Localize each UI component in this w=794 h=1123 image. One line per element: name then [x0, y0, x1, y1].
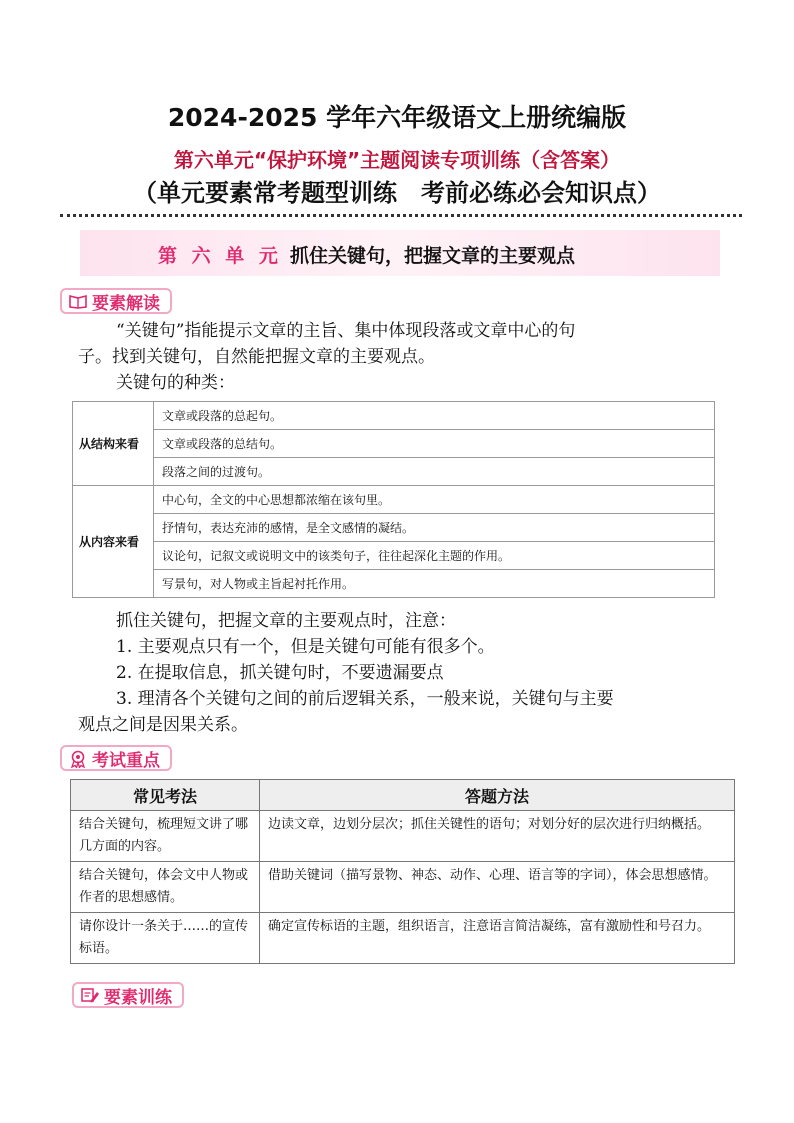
section-tag-label: 要素训练 — [104, 987, 172, 1008]
note-1: 1. 主要观点只有一个，但是关键句可能有很多个。 — [116, 637, 495, 657]
table-cell: 写景句，对人物或主旨起衬托作用。 — [154, 570, 715, 598]
pencil-note-icon — [80, 987, 100, 1003]
table-cell: 边读文章，边划分层次；抓住关键性的语句；对划分好的层次进行归纳概括。 — [260, 811, 735, 862]
table-cell: 结合关键句，梳理短文讲了哪几方面的内容。 — [71, 811, 260, 862]
note-2: 2. 在提取信息，抓关键句时，不要遗漏要点 — [116, 663, 444, 683]
document-subtitle: 第六单元“保护环境”主题阅读专项训练（含答案） — [173, 148, 621, 172]
key-sentence-types-table — [72, 401, 715, 598]
table-row — [73, 570, 715, 598]
section-tag-practice — [72, 982, 184, 1008]
unit-banner — [80, 230, 720, 276]
table-row — [73, 542, 715, 570]
table-row — [73, 486, 715, 514]
table-cell: 请你设计一条关于……的宣传标语。 — [71, 913, 260, 964]
table-row — [73, 430, 715, 458]
note-3-line-2: 观点之间是因果关系。 — [78, 715, 248, 735]
table-row — [73, 514, 715, 542]
section-tag-interpretation — [60, 288, 172, 314]
column-header: 常见考法 — [71, 780, 260, 811]
table-cell: 抒情句，表达充沛的感情，是全文感情的凝结。 — [154, 514, 715, 542]
table-cell: 文章或段落的总起句。 — [154, 402, 715, 430]
table-cell: 段落之间的过渡句。 — [154, 458, 715, 486]
ribbon-icon — [68, 750, 88, 766]
definition-line-1: “关键句”指能提示文章的主旨、集中体现段落或文章中心的句 — [116, 321, 576, 341]
dotted-divider — [60, 214, 742, 217]
section-tag-label: 考试重点 — [92, 750, 160, 771]
section-tag-exam-focus — [60, 745, 172, 771]
unit-topic: 抓住关键句，把握文章的主要观点 — [290, 245, 576, 267]
notes-intro: 抓住关键句，把握文章的主要观点时，注意： — [116, 611, 456, 631]
category-structure: 从结构来看 — [73, 402, 154, 486]
table-row — [73, 402, 715, 430]
table-row — [71, 913, 735, 964]
note-3-line-1: 3. 理清各个关键句之间的前后逻辑关系，一般来说，关键句与主要 — [116, 689, 614, 709]
table-header-row — [71, 780, 735, 811]
table-row — [73, 458, 715, 486]
types-heading: 关键句的种类： — [116, 373, 235, 393]
document-title: 2024-2025 学年六年级语文上册统编版 — [167, 103, 627, 132]
unit-label: 第 六 单 元 — [158, 245, 282, 267]
table-cell: 确定宣传标语的主题，组织语言，注意语言简洁凝练，富有激励性和号召力。 — [260, 913, 735, 964]
table-cell: 借助关键词（描写景物、神态、动作、心理、语言等的字词），体会思想感情。 — [260, 862, 735, 913]
table-cell: 议论句，记叙文或说明文中的该类句子，往往起深化主题的作用。 — [154, 542, 715, 570]
table-cell: 结合关键句，体会文中人物或作者的思想感情。 — [71, 862, 260, 913]
definition-line-2: 子。找到关键句，自然能把握文章的主要观点。 — [78, 347, 435, 367]
column-header: 答题方法 — [260, 780, 735, 811]
table-row — [71, 862, 735, 913]
exam-methods-table — [70, 779, 735, 964]
document-subtitle-2: （单元要素常考题型训练 考前必练必会知识点） — [133, 179, 661, 207]
category-content: 从内容来看 — [73, 486, 154, 598]
table-cell: 中心句，全文的中心思想都浓缩在该句里。 — [154, 486, 715, 514]
section-tag-label: 要素解读 — [92, 293, 160, 314]
book-icon — [68, 293, 88, 309]
table-row — [71, 811, 735, 862]
table-cell: 文章或段落的总结句。 — [154, 430, 715, 458]
